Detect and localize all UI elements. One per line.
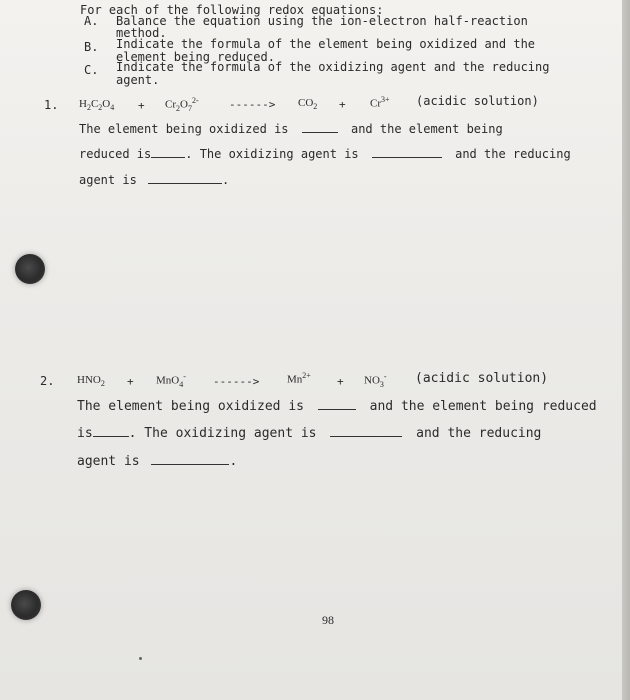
paper-speck <box>139 657 142 660</box>
problem-2-question-line-2: is . The oxidizing agent is and the reducing <box>77 426 542 441</box>
problem-2-oxidized-element-blank[interactable] <box>318 399 356 410</box>
item-b-marker: B. <box>84 40 99 54</box>
problem-1-oxidized-element-blank[interactable] <box>302 122 338 133</box>
item-a-line2: method. <box>116 26 167 40</box>
problem-1-plus-2: + <box>339 98 346 111</box>
problem-1-plus-1: + <box>138 99 145 112</box>
item-c-line2: agent. <box>116 73 160 87</box>
problem-2-reactant-nitrous-acid: $HNO_2$ <box>77 374 105 389</box>
problem-2-condition: (acidic solution) <box>415 371 549 386</box>
problem-1-reaction-arrow: ------> <box>229 98 276 111</box>
problem-1-product-chromium-ion: $Cr^{3+}$ <box>370 95 390 110</box>
page-number: 98 <box>322 613 334 627</box>
problem-1-reduced-element-blank[interactable] <box>151 147 185 158</box>
problem-2-product-nitrate: $NO_3^-$ <box>364 372 387 389</box>
problem-2-reducing-agent-blank[interactable] <box>151 454 229 465</box>
problem-1-question-line-2: reduced is . The oxidizing agent is and the reducing <box>79 147 571 161</box>
problem-2-plus-2: + <box>337 375 344 388</box>
problem-1-condition: (acidic solution) <box>416 94 539 108</box>
binder-hole-top <box>15 254 45 284</box>
problem-2-reaction-arrow: ------> <box>213 375 260 388</box>
problem-1-oxidizing-agent-blank[interactable] <box>372 147 442 158</box>
problem-2-product-manganese-ion: $Mn^{2+}$ <box>287 371 311 386</box>
problem-1-question-line-3: agent is . <box>79 173 230 187</box>
item-a-line1: Balance the equation using the ion-electron half-reaction <box>116 14 528 28</box>
item-b-line1: Indicate the formula of the element being oxidized and the <box>116 37 536 51</box>
problem-1-number: 1. <box>44 98 59 112</box>
binder-hole-bottom <box>11 590 41 620</box>
problem-2-reduced-element-blank[interactable] <box>93 426 129 437</box>
problem-1-question-line-1: The element being oxidized is and the element being <box>79 122 503 136</box>
problem-1-product-co2: $CO_2$ <box>298 97 318 112</box>
problem-2-question-line-1: The element being oxidized is and the element being reduced <box>77 399 597 414</box>
instructions-intro: For each of the following redox equations: <box>80 3 384 17</box>
problem-2-oxidizing-agent-blank[interactable] <box>330 426 402 437</box>
problem-1-reactant-dichromate: $Cr_2O_7^{2-}$ <box>165 96 199 113</box>
item-c-marker: C. <box>84 63 99 77</box>
item-c-line1: Indicate the formula of the oxidizing agent and the reducing <box>116 60 550 74</box>
item-a-marker: A. <box>84 14 99 28</box>
problem-1-reducing-agent-blank[interactable] <box>148 173 222 184</box>
page-edge <box>622 0 630 700</box>
problem-1-reactant-oxalic-acid: $H_2C_2O_4$ <box>79 98 115 113</box>
problem-2-number: 2. <box>40 374 55 388</box>
item-b-line2: element being reduced. <box>116 50 275 64</box>
problem-2-plus-1: + <box>127 375 134 388</box>
problem-2-question-line-3: agent is . <box>77 454 238 469</box>
problem-2-reactant-permanganate: MnO$_4$- <box>156 372 186 389</box>
